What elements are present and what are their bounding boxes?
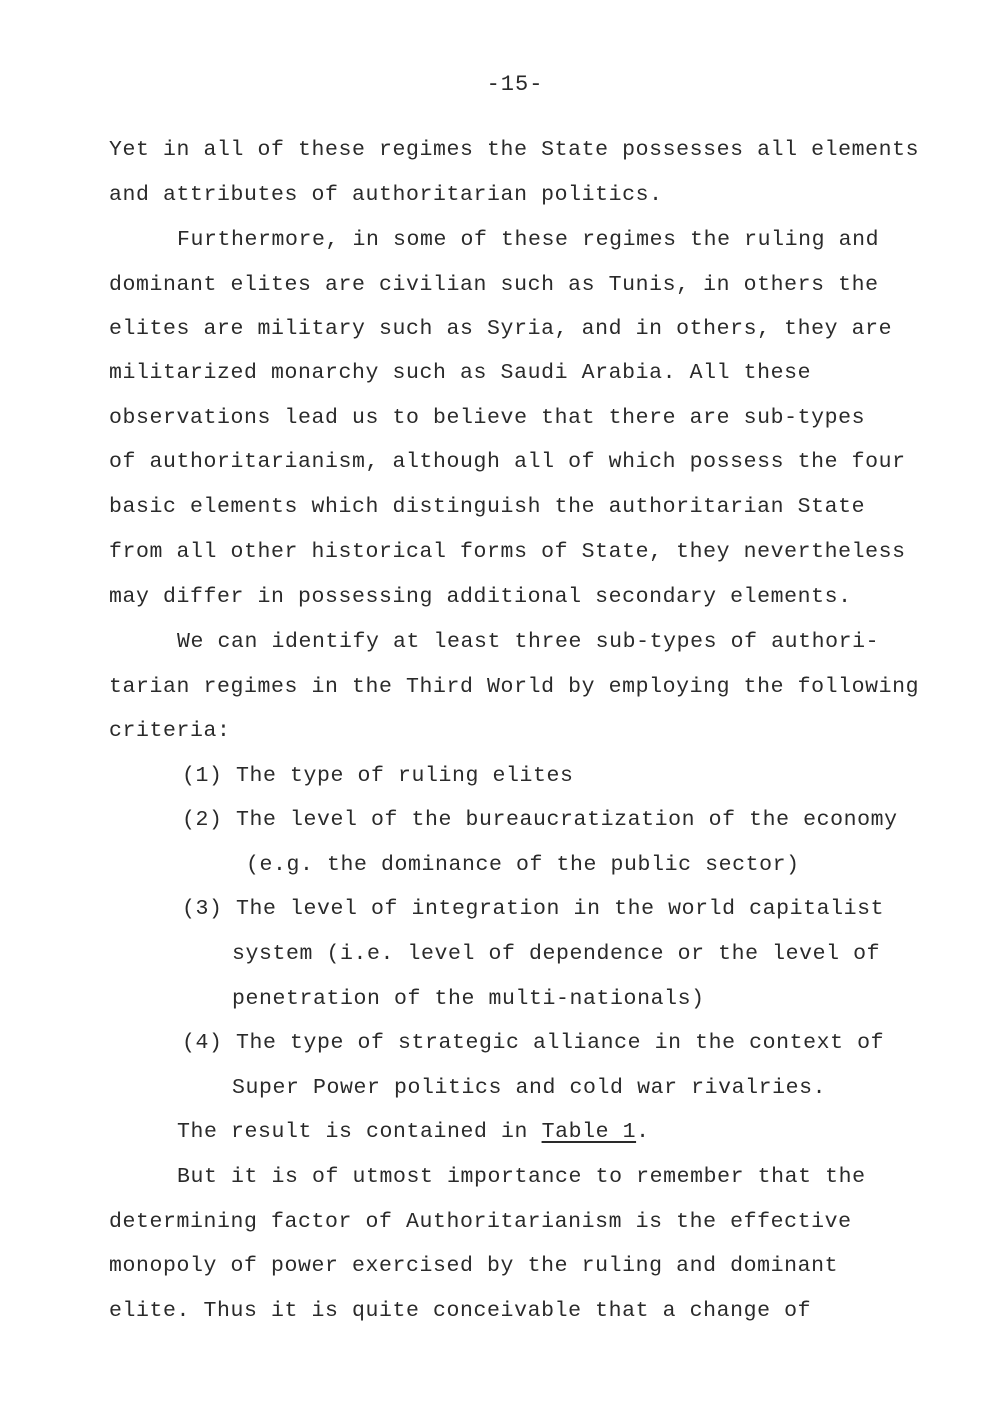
text-line: militarized monarchy such as Saudi Arabia. All these	[109, 361, 812, 385]
text-line: may differ in possessing additional secondary elements.	[109, 585, 852, 609]
result-line-suffix: .	[636, 1120, 650, 1144]
list-item: (3) The level of integration in the world capitalist	[182, 897, 885, 921]
list-item: (4) The type of strategic alliance in the context of	[182, 1031, 885, 1055]
text-line: We can identify at least three sub-types of authori-	[177, 630, 880, 654]
text-line: observations lead us to believe that there are sub-types	[109, 406, 866, 430]
text-line: monopoly of power exercised by the ruling and dominant	[109, 1254, 839, 1278]
list-item-continuation: Super Power politics and cold war rivalries.	[232, 1076, 827, 1100]
text-line: determining factor of Authoritarianism is the effective	[109, 1210, 852, 1234]
list-item-continuation: penetration of the multi-nationals)	[232, 987, 705, 1011]
text-line: and attributes of authoritarian politics.	[109, 183, 663, 207]
text-line: criteria:	[109, 719, 231, 743]
text-line: Yet in all of these regimes the State possesses all elements	[109, 138, 920, 162]
text-line: of authoritarianism, although all of which possess the four	[109, 450, 906, 474]
list-item: (2) The level of the bureaucratization of the economy	[182, 808, 898, 832]
list-item-continuation: (e.g. the dominance of the public sector)	[246, 853, 800, 877]
text-line: elite. Thus it is quite conceivable that a change of	[109, 1299, 812, 1323]
result-line	[177, 1122, 650, 1144]
text-line: dominant elites are civilian such as Tunis, in others the	[109, 273, 879, 297]
text-line: basic elements which distinguish the authoritarian State	[109, 495, 866, 519]
text-line: elites are military such as Syria, and in others, they are	[109, 317, 893, 341]
list-item-continuation: system (i.e. level of dependence or the level of	[232, 942, 881, 966]
text-line: But it is of utmost importance to remember that the	[177, 1165, 866, 1189]
table-reference: Table 1	[541, 1120, 637, 1144]
result-line-prefix: The result is contained in	[177, 1120, 542, 1144]
text-line: Furthermore, in some of these regimes the ruling and	[177, 228, 880, 252]
list-item: (1) The type of ruling elites	[182, 764, 574, 788]
text-line: from all other historical forms of State, they nevertheless	[109, 540, 906, 564]
text-line: tarian regimes in the Third World by employing the following	[109, 675, 920, 699]
page-number: -15-	[486, 72, 544, 97]
